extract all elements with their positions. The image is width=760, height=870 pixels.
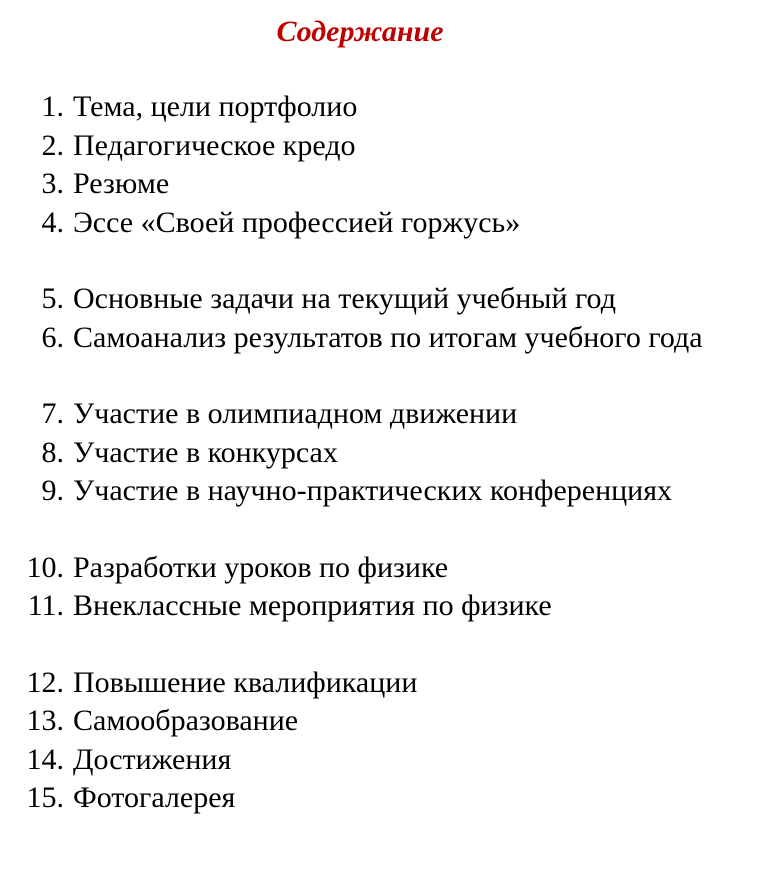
toc-item — [0, 664, 760, 703]
toc-item-number: 3. — [41, 167, 64, 200]
toc-item-text: Резюме — [73, 167, 170, 200]
toc-item-number: 8. — [41, 435, 64, 469]
page-title: Содержание — [276, 15, 444, 48]
toc-item-number: 2. — [41, 128, 64, 162]
toc-item — [0, 472, 760, 511]
toc-item-number: 10. — [26, 550, 64, 584]
toc-item — [0, 165, 760, 204]
toc-group-2 — [0, 280, 760, 357]
toc-item-number: 15. — [26, 781, 64, 814]
toc-item — [0, 779, 760, 818]
toc-item-number: 12. — [26, 665, 64, 699]
toc-item-text: Разработки уроков по физике — [73, 550, 449, 584]
toc-item-number: 13. — [26, 704, 64, 737]
toc-item — [0, 395, 760, 434]
toc-item — [0, 280, 760, 319]
toc-item-number: 7. — [41, 397, 64, 430]
toc-item — [0, 204, 760, 243]
toc-item-number: 5. — [41, 282, 64, 315]
toc-item-text: Педагогическое кредо — [73, 128, 356, 162]
toc-item-text: Участие в конкурсах — [73, 435, 338, 469]
toc-item — [0, 127, 760, 166]
toc-item-number: 9. — [41, 474, 64, 507]
table-of-contents — [0, 88, 760, 856]
toc-item — [0, 741, 760, 780]
toc-item-text: Участие в научно-практических конференциях — [73, 474, 673, 507]
toc-group-5 — [0, 664, 760, 818]
toc-group-1 — [0, 88, 760, 242]
toc-item-text: Внеклассные мероприятия по физике — [73, 589, 552, 622]
toc-item-text: Фотогалерея — [73, 781, 236, 814]
toc-item — [0, 587, 760, 626]
toc-group-3 — [0, 395, 760, 511]
toc-item — [0, 702, 760, 741]
toc-item-text: Основные задачи на текущий учебный год — [73, 282, 616, 315]
toc-item-text: Достижения — [73, 742, 232, 776]
toc-item — [0, 88, 760, 127]
toc-item-text: Повышение квалификации — [73, 665, 418, 699]
toc-item-text: Самообразование — [73, 704, 299, 737]
toc-item-text: Эссе «Своей профессией горжусь» — [73, 205, 521, 239]
toc-item — [0, 549, 760, 588]
toc-item-text: Тема, цели портфолио — [73, 90, 358, 123]
toc-item — [0, 434, 760, 473]
toc-item-number: 14. — [26, 742, 64, 776]
toc-item-text: Участие в олимпиадном движении — [73, 397, 518, 430]
toc-item-number: 4. — [41, 205, 64, 239]
toc-item-text: Самоанализ результатов по итогам учебного года — [73, 320, 703, 354]
toc-group-4 — [0, 549, 760, 626]
toc-item — [0, 319, 760, 358]
toc-item-number: 6. — [41, 320, 64, 354]
toc-item-number: 11. — [27, 589, 64, 622]
toc-item-number: 1. — [41, 90, 64, 123]
